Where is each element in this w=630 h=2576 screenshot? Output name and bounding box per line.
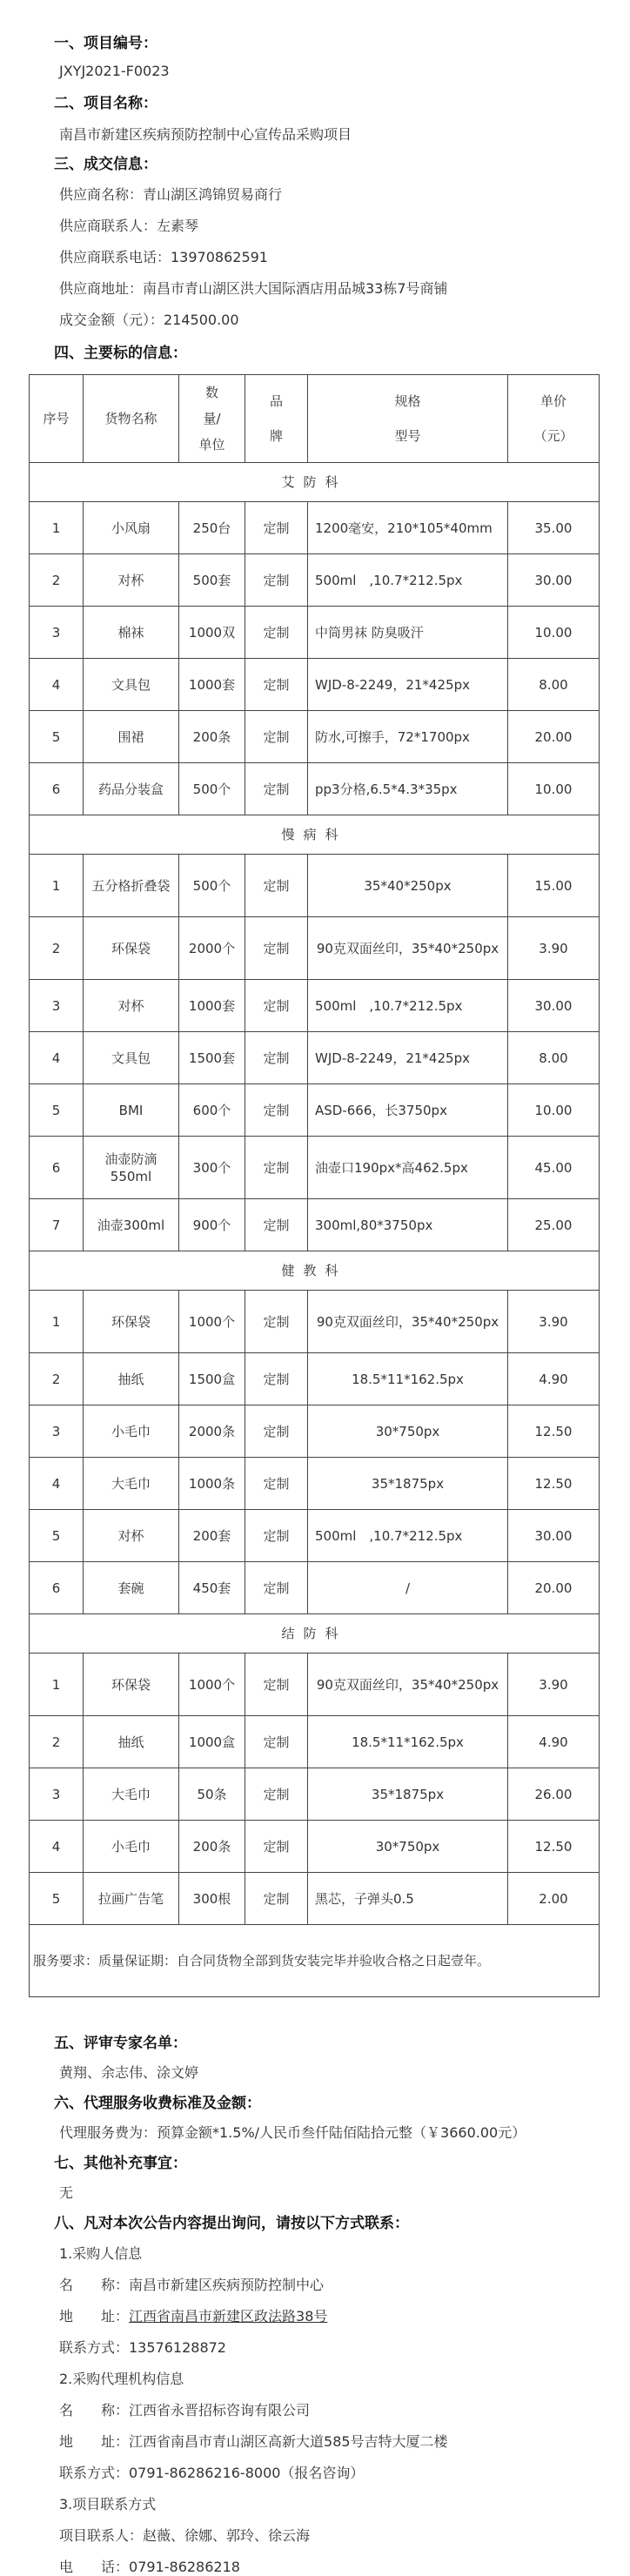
cell-brand: 定制 xyxy=(245,1510,308,1562)
cell-spec: WJD-8-2249，21*425px xyxy=(308,1032,508,1084)
cell-price: 4.90 xyxy=(508,1716,600,1768)
purchaser-name-label: 名 称： xyxy=(59,2277,130,2293)
cell-spec: WJD-8-2249，21*425px xyxy=(308,659,508,711)
cell-price: 35.00 xyxy=(508,502,600,554)
table-row xyxy=(30,1716,600,1768)
cell-brand: 定制 xyxy=(245,1654,308,1716)
cell-spec: 防水,可擦手，72*1700px xyxy=(308,711,508,763)
cell-brand: 定制 xyxy=(245,855,308,917)
supplier-phone: 供应商联系电话：13970862591 xyxy=(59,249,268,265)
header-no: 序号 xyxy=(30,375,84,463)
table-row xyxy=(30,1137,600,1199)
cell-qty: 900个 xyxy=(179,1199,245,1251)
project-phone-value: 0791-86286218 xyxy=(129,2559,240,2575)
header-price-line1: 单价 xyxy=(540,393,566,409)
table-row xyxy=(30,1084,600,1137)
cell-price: 4.90 xyxy=(508,1353,600,1405)
cell-brand: 定制 xyxy=(245,1291,308,1353)
section-7-title: 七、其他补充事宜： xyxy=(54,2155,187,2172)
purchaser-address-link[interactable]: 江西省南昌市新建区政法路38号 xyxy=(129,2308,328,2324)
cell-price: 2.00 xyxy=(508,1873,600,1925)
table-row xyxy=(30,1291,600,1353)
cell-brand: 定制 xyxy=(245,1084,308,1137)
cell-brand: 定制 xyxy=(245,1199,308,1251)
cell-spec: 18.5*11*162.5px xyxy=(308,1716,508,1768)
table-row xyxy=(30,659,600,711)
cell-name: 小毛巾 xyxy=(84,1405,179,1458)
cell-no: 5 xyxy=(30,711,84,763)
section-3-title: 三、成交信息： xyxy=(54,156,158,173)
table-row xyxy=(30,980,600,1032)
cell-brand: 定制 xyxy=(245,1032,308,1084)
cell-qty: 500个 xyxy=(179,855,245,917)
cell-qty: 1500盒 xyxy=(179,1353,245,1405)
cell-price: 45.00 xyxy=(508,1137,600,1199)
section-6-title: 六、代理服务收费标准及金额： xyxy=(54,2095,261,2112)
items-table xyxy=(29,374,600,1997)
cell-qty: 1000条 xyxy=(179,1458,245,1510)
table-row xyxy=(30,607,600,659)
cell-name: 油壶300ml xyxy=(84,1199,179,1251)
cell-no: 4 xyxy=(30,659,84,711)
cell-no: 1 xyxy=(30,1654,84,1716)
table-row xyxy=(30,1032,600,1084)
cell-no: 2 xyxy=(30,917,84,980)
project-number: JXYJ2021-F0023 xyxy=(59,63,170,79)
cell-spec: 300ml,80*3750px xyxy=(308,1199,508,1251)
section-name: 艾防科 xyxy=(30,463,600,502)
table-row xyxy=(30,855,600,917)
cell-name: BMI xyxy=(84,1084,179,1137)
header-qty-line3: 单位 xyxy=(198,437,225,453)
cell-no: 1 xyxy=(30,1291,84,1353)
cell-price: 10.00 xyxy=(508,607,600,659)
cell-name: 五分格折叠袋 xyxy=(84,855,179,917)
cell-spec: 500ml ,10.7*212.5px xyxy=(308,554,508,607)
table-row xyxy=(30,1873,600,1925)
header-qty-line1: 数 xyxy=(204,385,218,400)
cell-brand: 定制 xyxy=(245,1458,308,1510)
cell-spec: / xyxy=(308,1562,508,1614)
header-brand-line2: 牌 xyxy=(269,428,283,444)
purchaser-heading: 1.采购人信息 xyxy=(59,2245,143,2262)
cell-brand: 定制 xyxy=(245,763,308,815)
cell-price: 26.00 xyxy=(508,1768,600,1821)
cell-name: 对杯 xyxy=(84,980,179,1032)
cell-price: 25.00 xyxy=(508,1199,600,1251)
cell-name: 药品分装盒 xyxy=(84,763,179,815)
service-requirements: 服务要求：质量保证期：自合同货物全部到货安装完毕并验收合格之日起壹年。 xyxy=(30,1925,600,1997)
cell-spec: 30*750px xyxy=(308,1821,508,1873)
table-row xyxy=(30,1654,600,1716)
cell-spec: 18.5*11*162.5px xyxy=(308,1353,508,1405)
cell-price: 10.00 xyxy=(508,763,600,815)
cell-no: 7 xyxy=(30,1199,84,1251)
cell-no: 2 xyxy=(30,554,84,607)
cell-spec: 500ml ,10.7*212.5px xyxy=(308,1510,508,1562)
cell-qty: 200套 xyxy=(179,1510,245,1562)
header-brand xyxy=(245,375,308,463)
cell-price: 3.90 xyxy=(508,1291,600,1353)
cell-price: 10.00 xyxy=(508,1084,600,1137)
table-row xyxy=(30,1405,600,1458)
table-row xyxy=(30,1768,600,1821)
cell-qty: 200条 xyxy=(179,1821,245,1873)
cell-no: 6 xyxy=(30,763,84,815)
cell-brand: 定制 xyxy=(245,1562,308,1614)
cell-name: 大毛巾 xyxy=(84,1458,179,1510)
cell-brand: 定制 xyxy=(245,607,308,659)
cell-spec: 35*1875px xyxy=(308,1458,508,1510)
section-2-title: 二、项目名称： xyxy=(54,95,158,112)
header-price xyxy=(508,375,600,463)
cell-spec: 90克双面丝印，35*40*250px xyxy=(308,1654,508,1716)
cell-name: 抽纸 xyxy=(84,1353,179,1405)
section-name: 结防科 xyxy=(30,1614,600,1654)
cell-brand: 定制 xyxy=(245,711,308,763)
cell-no: 6 xyxy=(30,1137,84,1199)
cell-name: 小毛巾 xyxy=(84,1821,179,1873)
cell-qty: 450套 xyxy=(179,1562,245,1614)
agency-address-label: 地 址： xyxy=(59,2433,130,2450)
project-name: 南昌市新建区疾病预防控制中心宣传品采购项目 xyxy=(59,126,352,143)
cell-name: 小风扇 xyxy=(84,502,179,554)
table-row xyxy=(30,763,600,815)
cell-qty: 1000盒 xyxy=(179,1716,245,1768)
cell-name: 套碗 xyxy=(84,1562,179,1614)
cell-price: 20.00 xyxy=(508,1562,600,1614)
cell-name: 环保袋 xyxy=(84,917,179,980)
cell-qty: 500套 xyxy=(179,554,245,607)
supplier-contact: 供应商联系人：左素琴 xyxy=(59,218,199,234)
agency-contact: 联系方式：0791-86286216-8000（报名咨询） xyxy=(59,2465,365,2481)
table-row xyxy=(30,554,600,607)
cell-qty: 2000条 xyxy=(179,1405,245,1458)
cell-price: 30.00 xyxy=(508,1510,600,1562)
supplier-name: 供应商名称：青山湖区鸿锦贸易商行 xyxy=(59,186,283,203)
cell-brand: 定制 xyxy=(245,1716,308,1768)
cell-no: 2 xyxy=(30,1353,84,1405)
table-header-row xyxy=(30,375,600,463)
cell-name: 文具包 xyxy=(84,659,179,711)
purchaser-address-label: 地 址： xyxy=(59,2308,130,2324)
section-row xyxy=(30,1251,600,1291)
cell-brand: 定制 xyxy=(245,659,308,711)
cell-qty: 50条 xyxy=(179,1768,245,1821)
cell-brand: 定制 xyxy=(245,1353,308,1405)
cell-qty: 250台 xyxy=(179,502,245,554)
cell-spec: ASD-666，长3750px xyxy=(308,1084,508,1137)
cell-no: 5 xyxy=(30,1084,84,1137)
header-name: 货物名称 xyxy=(84,375,179,463)
cell-price: 3.90 xyxy=(508,917,600,980)
agency-address xyxy=(59,2431,448,2451)
cell-no: 5 xyxy=(30,1873,84,1925)
cell-price: 8.00 xyxy=(508,659,600,711)
cell-brand: 定制 xyxy=(245,1137,308,1199)
cell-qty: 2000个 xyxy=(179,917,245,980)
cell-qty: 500个 xyxy=(179,763,245,815)
section-4-title: 四、主要标的信息： xyxy=(54,345,187,362)
cell-brand: 定制 xyxy=(245,1405,308,1458)
section-8-title: 八、凡对本次公告内容提出询问，请按以下方式联系： xyxy=(54,2215,409,2232)
header-spec xyxy=(308,375,508,463)
cell-name: 围裙 xyxy=(84,711,179,763)
cell-no: 4 xyxy=(30,1458,84,1510)
section-row xyxy=(30,1614,600,1654)
deal-amount: 成交金额（元）：214500.00 xyxy=(59,312,239,328)
section-5-title: 五、评审专家名单： xyxy=(54,2035,187,2052)
agency-address-value: 江西省南昌市青山湖区高新大道585号吉特大厦二楼 xyxy=(129,2433,448,2450)
purchaser-contact: 联系方式：13576128872 xyxy=(59,2339,226,2356)
section-row xyxy=(30,815,600,855)
cell-price: 15.00 xyxy=(508,855,600,917)
cell-brand: 定制 xyxy=(245,554,308,607)
cell-name: 棉袜 xyxy=(84,607,179,659)
cell-spec: 35*1875px xyxy=(308,1768,508,1821)
header-spec-line2: 型号 xyxy=(394,428,421,444)
cell-qty: 1000套 xyxy=(179,659,245,711)
cell-name: 文具包 xyxy=(84,1032,179,1084)
agency-name xyxy=(59,2399,310,2419)
cell-no: 1 xyxy=(30,502,84,554)
cell-qty: 1000套 xyxy=(179,980,245,1032)
cell-spec: pp3分格,6.5*4.3*35px xyxy=(308,763,508,815)
cell-no: 3 xyxy=(30,607,84,659)
cell-no: 3 xyxy=(30,1768,84,1821)
purchaser-name-value: 南昌市新建区疾病预防控制中心 xyxy=(129,2277,325,2293)
cell-no: 3 xyxy=(30,980,84,1032)
table-row xyxy=(30,711,600,763)
header-qty xyxy=(179,375,245,463)
section-1-title: 一、项目编号： xyxy=(54,35,158,52)
agency-name-label: 名 称： xyxy=(59,2402,130,2418)
table-row xyxy=(30,1562,600,1614)
cell-price: 30.00 xyxy=(508,980,600,1032)
table-row xyxy=(30,1353,600,1405)
cell-spec: 500ml ,10.7*212.5px xyxy=(308,980,508,1032)
cell-qty: 1000个 xyxy=(179,1291,245,1353)
header-spec-line1: 规格 xyxy=(394,393,421,409)
cell-brand: 定制 xyxy=(245,1873,308,1925)
cell-no: 4 xyxy=(30,1032,84,1084)
header-brand-line1: 品 xyxy=(269,393,283,409)
cell-qty: 300根 xyxy=(179,1873,245,1925)
purchaser-address xyxy=(59,2305,327,2325)
header-price-line2: （元） xyxy=(533,428,573,444)
cell-name: 油壶防滴550ml xyxy=(84,1137,179,1199)
cell-brand: 定制 xyxy=(245,917,308,980)
cell-price: 12.50 xyxy=(508,1821,600,1873)
agency-name-value: 江西省永晋招标咨询有限公司 xyxy=(129,2402,311,2418)
cell-price: 12.50 xyxy=(508,1458,600,1510)
cell-price: 30.00 xyxy=(508,554,600,607)
cell-name: 环保袋 xyxy=(84,1291,179,1353)
table-row xyxy=(30,1821,600,1873)
cell-spec: 90克双面丝印，35*40*250px xyxy=(308,917,508,980)
cell-spec: 黑芯，子弹头0.5 xyxy=(308,1873,508,1925)
cell-name: 拉画广告笔 xyxy=(84,1873,179,1925)
cell-no: 1 xyxy=(30,855,84,917)
cell-qty: 300个 xyxy=(179,1137,245,1199)
table-row xyxy=(30,1510,600,1562)
agency-fee: 代理服务费为：预算金额*1.5%/人民币叁仟陆佰陆拾元整（￥3660.00元） xyxy=(59,2124,526,2141)
table-row xyxy=(30,502,600,554)
cell-no: 6 xyxy=(30,1562,84,1614)
cell-name: 对杯 xyxy=(84,554,179,607)
header-qty-line2: 量/ xyxy=(203,411,221,426)
cell-price: 3.90 xyxy=(508,1654,600,1716)
cell-spec: 油壶口190px*高462.5px xyxy=(308,1137,508,1199)
cell-qty: 200条 xyxy=(179,711,245,763)
cell-price: 20.00 xyxy=(508,711,600,763)
table-row xyxy=(30,1458,600,1510)
cell-no: 5 xyxy=(30,1510,84,1562)
cell-brand: 定制 xyxy=(245,1768,308,1821)
section-name: 健教科 xyxy=(30,1251,600,1291)
table-row xyxy=(30,917,600,980)
project-phone-label: 电 话： xyxy=(59,2559,130,2575)
cell-price: 8.00 xyxy=(508,1032,600,1084)
cell-name: 对杯 xyxy=(84,1510,179,1562)
cell-spec: 1200毫安，210*105*40mm xyxy=(308,502,508,554)
expert-list: 黄翔、余志伟、涂文婷 xyxy=(59,2064,199,2081)
cell-qty: 600个 xyxy=(179,1084,245,1137)
cell-no: 3 xyxy=(30,1405,84,1458)
cell-name: 环保袋 xyxy=(84,1654,179,1716)
other-matters: 无 xyxy=(59,2184,74,2201)
cell-no: 2 xyxy=(30,1716,84,1768)
cell-qty: 1500套 xyxy=(179,1032,245,1084)
project-contact-heading: 3.项目联系方式 xyxy=(59,2496,157,2512)
agency-heading: 2.采购代理机构信息 xyxy=(59,2371,184,2387)
cell-spec: 中筒男袜 防臭吸汗 xyxy=(308,607,508,659)
section-row xyxy=(30,463,600,502)
section-name: 慢病科 xyxy=(30,815,600,855)
cell-brand: 定制 xyxy=(245,502,308,554)
cell-qty: 1000个 xyxy=(179,1654,245,1716)
cell-name: 抽纸 xyxy=(84,1716,179,1768)
service-row xyxy=(30,1925,600,1997)
purchaser-name xyxy=(59,2274,324,2294)
cell-name: 大毛巾 xyxy=(84,1768,179,1821)
cell-no: 4 xyxy=(30,1821,84,1873)
project-contact-phone xyxy=(59,2556,240,2576)
cell-spec: 35*40*250px xyxy=(308,855,508,917)
table-row xyxy=(30,1199,600,1251)
project-contact-people: 项目联系人：赵薇、徐娜、郭玲、徐云海 xyxy=(59,2527,311,2544)
cell-qty: 1000双 xyxy=(179,607,245,659)
cell-spec: 90克双面丝印，35*40*250px xyxy=(308,1291,508,1353)
cell-price: 12.50 xyxy=(508,1405,600,1458)
cell-spec: 30*750px xyxy=(308,1405,508,1458)
supplier-address: 供应商地址：南昌市青山湖区洪大国际酒店用品城33栋7号商铺 xyxy=(59,280,448,297)
cell-brand: 定制 xyxy=(245,1821,308,1873)
cell-brand: 定制 xyxy=(245,980,308,1032)
